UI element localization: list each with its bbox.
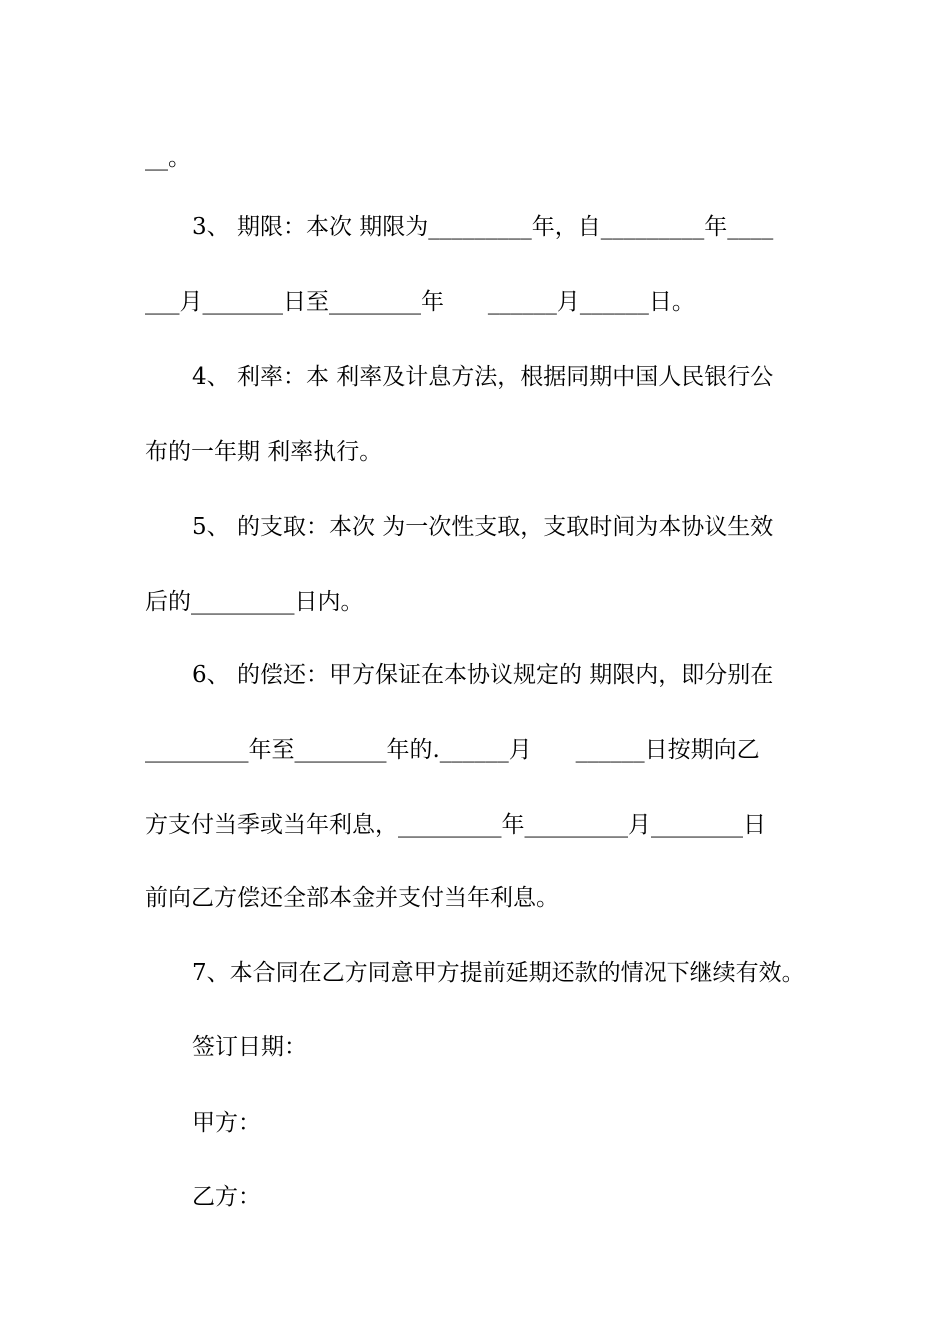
clause-6-line-2: _________年至________年的.______月 ______日按期向乙 xyxy=(145,737,760,763)
clause-3-line-2: ___月_______日至________年 ______月______日。 xyxy=(145,289,695,315)
clause-7-line: 7、本合同在乙方同意甲方提前延期还款的情况下继续有效。 xyxy=(192,960,805,986)
clause-4-line-1: 4、 利率：本 利率及计息方法，根据同期中国人民银行公 xyxy=(192,364,774,390)
signing-date-label: 签订日期： xyxy=(192,1034,307,1060)
clause-6-line-3: 方支付当季或当年利息，_________年_________月________日 xyxy=(145,812,766,838)
clause-3-line-1: 3、 期限：本次 期限为_________年，自_________年____ xyxy=(192,214,774,240)
clause-5-line-2: 后的_________日内。 xyxy=(145,589,364,615)
clause-6-line-1: 6、 的偿还：甲方保证在本协议规定的 期限内，即分别在 xyxy=(192,662,774,688)
clause-6-line-4: 前向乙方偿还全部本金并支付当年利息。 xyxy=(145,885,559,911)
clause-4-line-2: 布的一年期 利率执行。 xyxy=(145,439,383,465)
text-line-1: __。 xyxy=(145,145,191,171)
clause-5-line-1: 5、 的支取：本次 为一次性支取，支取时间为本协议生效 xyxy=(192,514,774,540)
party-a-label: 甲方： xyxy=(192,1110,261,1136)
party-b-label: 乙方： xyxy=(192,1184,261,1210)
